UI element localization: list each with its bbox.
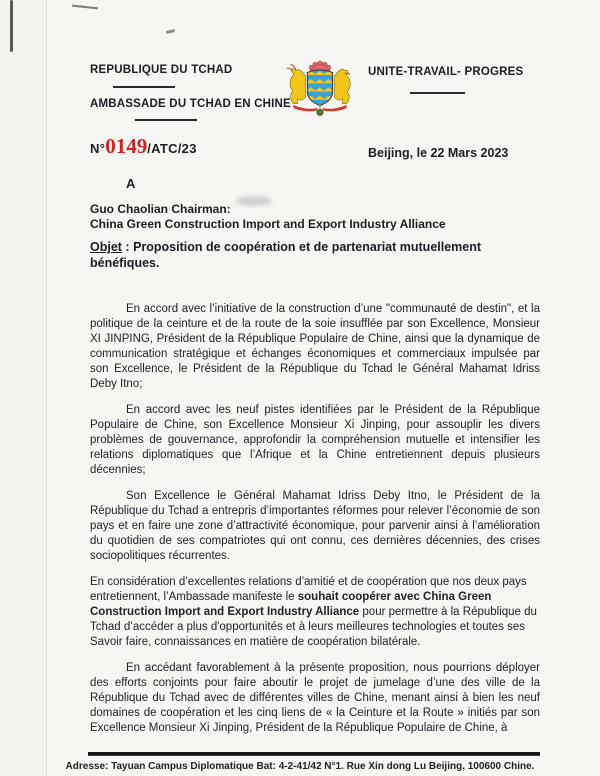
scan-artifact — [72, 5, 98, 10]
paragraph-4-pre: En considération d’excellentes relations d’amitié et de coopération que nos deux pays entretiennent, l’Ambassade manifeste le — [90, 576, 527, 603]
letterhead-motto: UNITE-TRAVAIL- PROGRES — [368, 66, 524, 78]
subject-separator: : — [121, 240, 134, 254]
reference-prefix: N° — [90, 141, 106, 156]
reference-number — [90, 136, 197, 157]
divider — [135, 119, 197, 121]
addressee-name: Guo Chaolian Chairman: — [90, 202, 231, 216]
divider — [113, 86, 175, 88]
letterhead-embassy: AMBASSADE DU TCHAD EN CHINE — [90, 98, 291, 110]
chad-coat-of-arms-icon — [282, 57, 358, 121]
paragraph-3: Son Excellence le Général Mahamat Idriss Deby Itno, le Président de la République du Tchad a entrepris d’importantes réformes pour relever l’économie de son pays et en faire une zone d’attractivité économique, pour parvenir ainsi à l’amélioration du quotidien de ses compatriotes qui ont connu, ces dernières décennies, des crises sociopolitiques récurrentes. — [90, 490, 540, 562]
paragraph-1: En accord avec l’initiative de la construction d’une "communauté de destin", et la politique de la ceinture et de la route de la soie insufflée par son Excellence, Monsieur XI JINPING, Président de la République Populaire de Chine, ainsi que la dynamique de communication stratégique et échanges économiques et commerciaux impulsée par son Excellence, le Président de la République du Tchad le Général Mahamat Idriss Deby Itno; — [90, 303, 540, 390]
scan-artifact — [166, 29, 175, 34]
reference-digits: 0149 — [105, 134, 148, 158]
paragraph-4 — [90, 575, 540, 650]
letterhead-country: REPUBLIQUE DU TCHAD — [90, 64, 233, 76]
scan-left-margin — [0, 0, 46, 776]
paragraph-4-post: pour permettre à la République du Tchad d’accéder a plus d'opportunités et à leurs meilleures technologies et toutes ses Savoir faire, connaissances en matière de coopération bilatérale. — [90, 606, 537, 648]
subject-line — [90, 239, 514, 271]
salutation: A — [126, 176, 136, 191]
reference-suffix: /ATC/23 — [147, 141, 197, 156]
paragraph-5: En accédant favorablement à la présente proposition, nous pourrions déployer des efforts conjoints pour faire aboutir le projet de jumelage d’une des ville de la République du Tchad avec de différentes villes de Chine, menant ainsi à bien les neuf domaines de coopération et les cinq liens de « la Ceinture et la Route » initiés par son Excellence Monsieur Xi Jinping, Président de la République Populaire de Chine, à — [90, 662, 540, 734]
scan-artifact — [10, 0, 13, 52]
paragraph-4-bold: souhait coopérer avec China Green Construction Import and Export Industry Alliance — [90, 591, 492, 618]
addressee-organization: China Green Construction Import and Export Industry Alliance — [90, 217, 446, 231]
letter-body — [90, 302, 540, 747]
paragraph-2: En accord avec les neuf pistes identifiées par le Président de la République Populaire de Chine, son Excellence Monsieur Xi Jinping, pour assouplir les divers problèmes de gouvernance, approfondir la compréhension mutuelle et intensifier les relations diplomatiques que l’Afrique et la Chine entretiennent depuis plusieurs décennies; — [90, 404, 540, 476]
footer-address: Adresse: Tayuan Campus Diplomatique Bat: 4-2-41/42 N°1. Rue Xin dong Lu Beijing, 100600 Chine. — [65, 761, 535, 772]
footer-divider — [88, 752, 540, 756]
scan-smudge — [236, 196, 272, 206]
subject-text: Proposition de coopération et de partenariat mutuellement bénéfiques. — [90, 240, 482, 270]
subject-label: Objet — [90, 240, 122, 254]
date-line: Beijing, le 22 Mars 2023 — [368, 146, 509, 160]
divider — [410, 92, 465, 94]
page-edge-line — [46, 0, 47, 776]
